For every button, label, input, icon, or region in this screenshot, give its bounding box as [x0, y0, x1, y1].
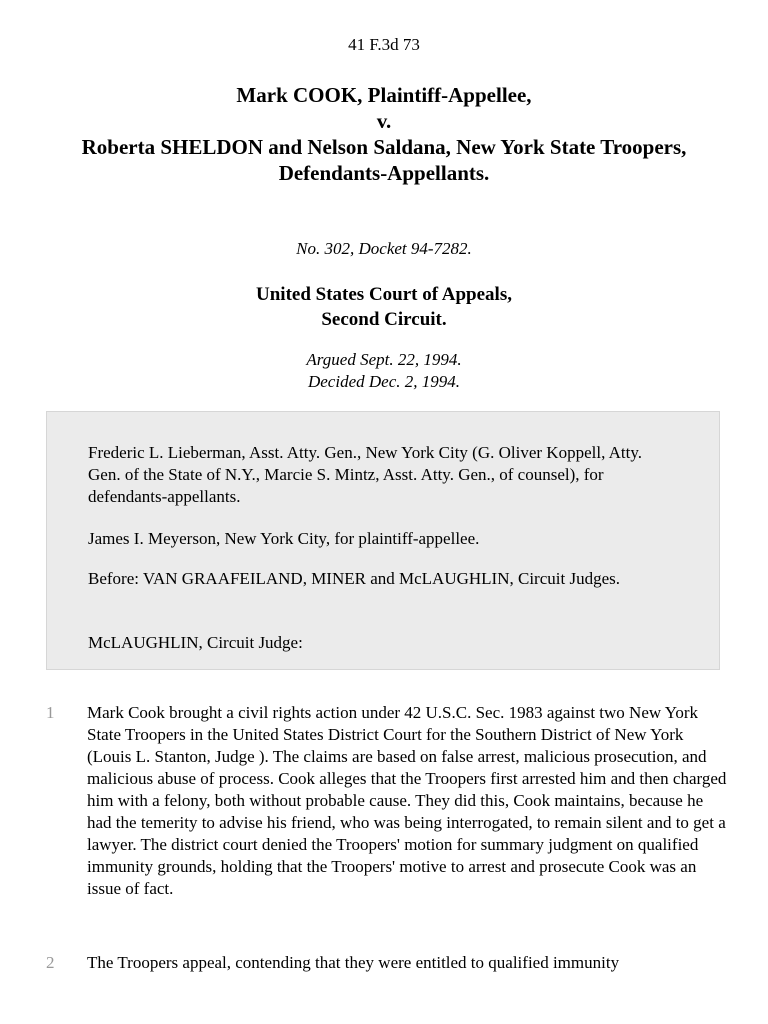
caption-versus: v.: [376, 109, 392, 133]
panel-judges: Before: VAN GRAAFEILAND, MINER and McLAUGHLIN, Circuit Judges.: [88, 569, 620, 588]
argued-date: Argued Sept. 22, 1994.: [306, 350, 462, 369]
caption-plaintiff: Mark COOK, Plaintiff-Appellee,: [236, 83, 532, 107]
court-name-line1: United States Court of Appeals,: [256, 284, 512, 305]
paragraph-number: 2: [46, 953, 55, 972]
paragraph-text: The Troopers appeal, contending that they were entitled to qualified immunity: [87, 953, 620, 972]
paragraph-text: Mark Cook brought a civil rights action under 42 U.S.C. Sec. 1983 against two New York State Troopers in the United States District Court for the Southern District of New York (Louis L. Stanton, Judge ). The claims are based on false arrest, malicious prosecution, and malicious abuse of process. Cook alleges that the Troopers first arrested him and then charged him with a felony, both without probable cause. They did this, Cook maintains, because he had the temerity to advise his friend, who was being interrogated, to remain silent and to get a lawyer. The district court denied the Troopers' motion for summary judgment on qualified immunity grounds, holding that the Troopers' motive to arrest and prosecute Cook was an issue of fact.: [87, 703, 727, 898]
decided-date: Decided Dec. 2, 1994.: [307, 372, 460, 391]
case-caption: [40, 82, 728, 186]
opinion-author: McLAUGHLIN, Circuit Judge:: [88, 633, 303, 652]
docket-number: No. 302, Docket 94-7282.: [296, 239, 472, 258]
paragraph-number: 1: [46, 703, 55, 722]
court-name: [0, 282, 768, 332]
counsel-appellee: James I. Meyerson, New York City, for plaintiff-appellee.: [88, 529, 480, 548]
caption-defendants-role: Defendants-Appellants.: [278, 161, 490, 185]
case-citation: 41 F.3d 73: [348, 35, 420, 54]
court-name-line2: Second Circuit.: [321, 309, 447, 330]
case-dates: [0, 349, 768, 393]
counsel-appellants: Frederic L. Lieberman, Asst. Atty. Gen., New York City (G. Oliver Koppell, Atty. Gen. of the State of N.Y., Marcie S. Mintz, Asst. Atty. Gen., of counsel), for defendants-appellants.: [88, 443, 643, 506]
counsel-panel: [46, 411, 720, 670]
caption-defendants: Roberta SHELDON and Nelson Saldana, New York State Troopers,: [81, 135, 687, 159]
